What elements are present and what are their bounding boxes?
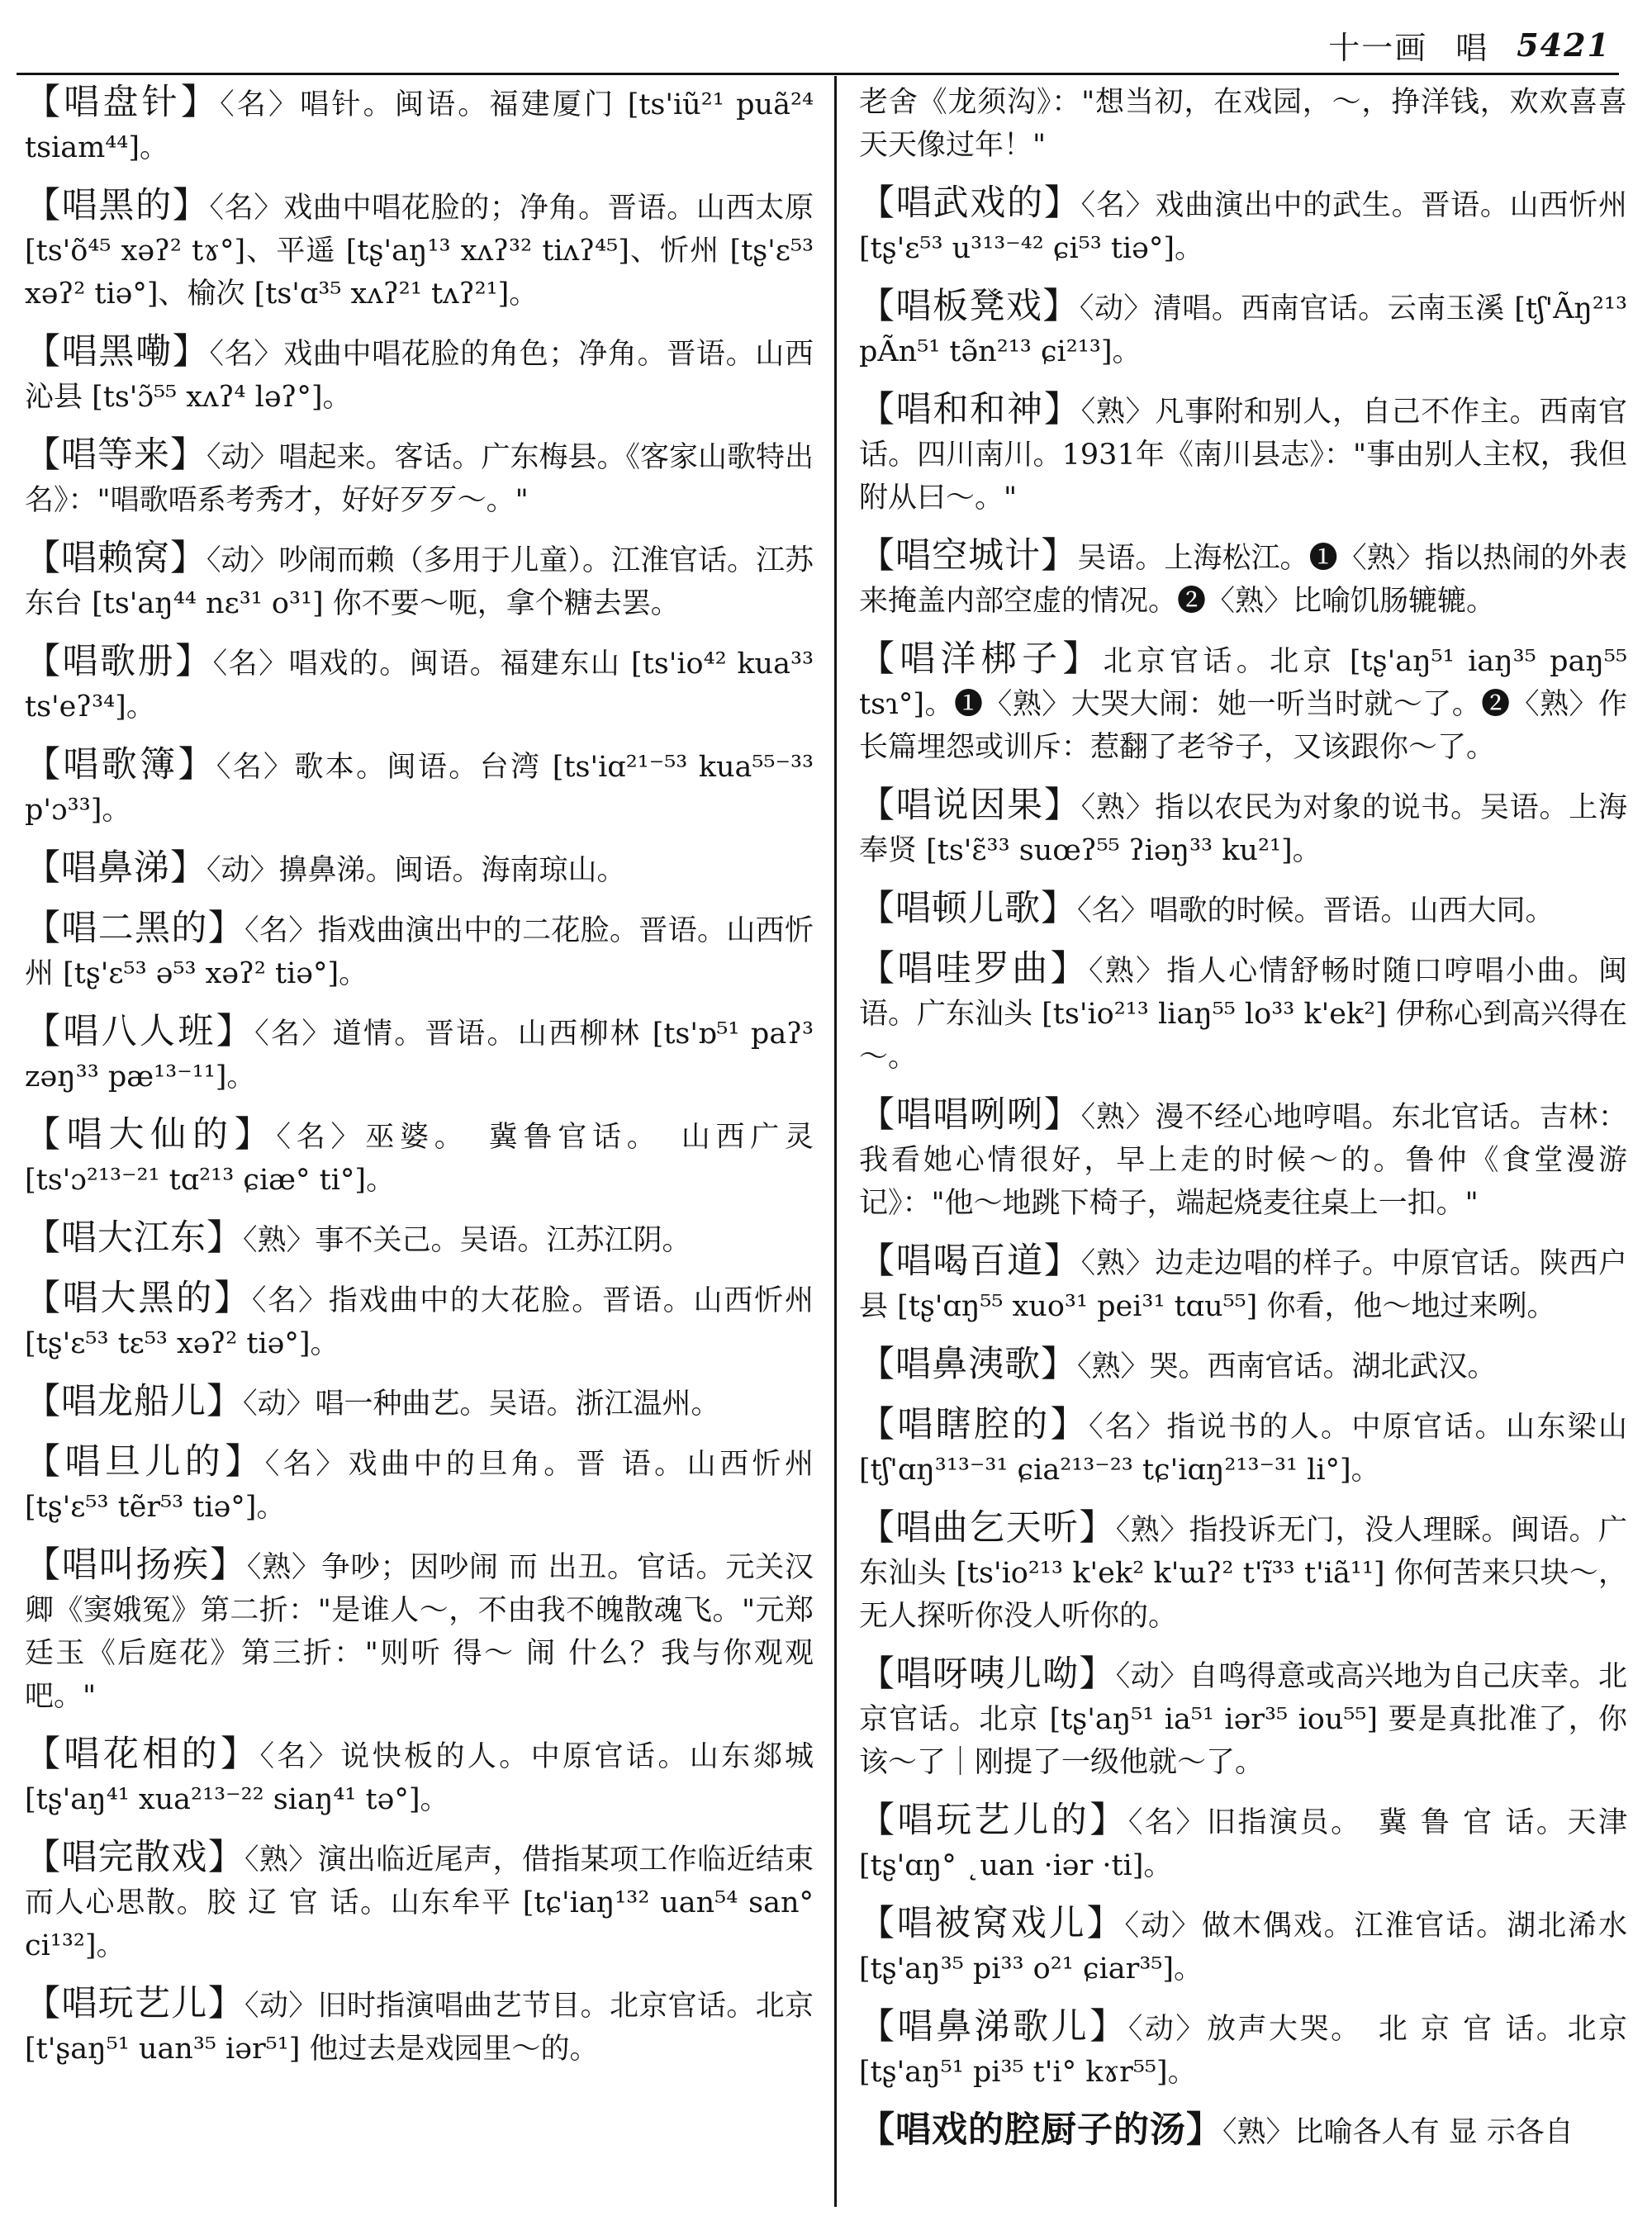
entry-headword: 【唱呀咦儿呦】 [859, 1654, 1116, 1695]
dictionary-entry [25, 1544, 814, 1718]
entry-headword: 【唱叫扬疾】 [25, 1544, 247, 1586]
entry-headword: 【唱等来】 [25, 434, 206, 476]
entry-headword: 【唱说因果】 [859, 785, 1081, 826]
entry-definition: 〈名〉戏曲中唱花脸的角色；净角。晋语。山西沁县 [ts'ɔ̃⁵⁵ xʌʔ⁴ ləʔ°]。 [25, 338, 814, 414]
entry-headword: 【唱旦儿的】 [25, 1441, 265, 1483]
entry-definition: 〈动〉自鸣得意或高兴地为自己庆幸。北京官话。北京 [tʂ'aŋ⁵¹ ia⁵¹ iər³⁵ iou⁵⁵] 要是真批准了，你该～了｜刚提了一级他就～了。 [859, 1660, 1627, 1779]
entry-headword: 【唱鼻涕】 [25, 847, 206, 889]
entry-definition: 〈熟〉哭。西南官话。湖北武汉。 [1077, 1350, 1497, 1383]
entry-headword: 【唱黑嘞】 [25, 331, 210, 372]
stroke-section: 十一画 [1328, 29, 1428, 66]
entry-headword: 【唱八人班】 [25, 1011, 255, 1052]
entry-definition: 〈熟〉边走边唱的样子。中原官话。陕西户县 [tʂ'ɑŋ⁵⁵ xuo³¹ pei³¹ tɑu⁵⁵] 你看，他～地过来咧。 [859, 1247, 1627, 1323]
column-divider [834, 76, 837, 2207]
entry-definition: 〈熟〉演出临近尾声，借指某项工作临近结束而人心思散。胶 辽 官 话。山东牟平 [tɕ'iaŋ¹³² uan⁵⁴ san° ci¹³²]。 [25, 1843, 814, 1962]
entry-headword: 【唱龙船儿】 [25, 1381, 243, 1422]
entry-headword: 【唱鼻涕歌儿】 [859, 2006, 1128, 2047]
dictionary-entry [25, 907, 814, 995]
dictionary-entry [859, 1799, 1627, 1887]
entry-headword: 【唱被窝戏儿】 [859, 1903, 1125, 1944]
dictionary-entry [25, 847, 814, 892]
entry-definition: 〈名〉旧指演员。 冀 鲁 官 话。天津 [tʂ'ɑŋ° ˛uan ·iər ·ti]。 [859, 1806, 1627, 1882]
entry-definition: 〈动〉唱一种曲艺。吴语。浙江温州。 [243, 1388, 720, 1421]
entry-headword: 【唱歌册】 [25, 641, 213, 682]
dictionary-entry [859, 2005, 1627, 2094]
header-rule [17, 73, 1619, 75]
dictionary-entry [25, 1733, 814, 1821]
entry-headword: 【唱和和神】 [859, 389, 1081, 430]
entry-headword: 【唱歌簿】 [25, 744, 216, 785]
dictionary-entry [859, 1902, 1627, 1990]
entry-headword: 【唱花相的】 [25, 1734, 260, 1775]
dictionary-entry [859, 1506, 1627, 1638]
dictionary-entry [859, 947, 1627, 1079]
dictionary-entry [859, 1343, 1627, 1388]
dictionary-entry [859, 285, 1627, 373]
entry-definition: 北京官话。北京 [tʂ'aŋ⁵¹ iaŋ³⁵ paŋ⁵⁵ tsɿ°]。❶〈熟〉大哭大闹：她一听当时就～了。❷〈熟〉作长篇埋怨或训斥：惹翻了老爷子，又该跟你～了。 [859, 645, 1627, 764]
dictionary-entry [25, 330, 814, 419]
entry-headword: 【唱曲乞天听】 [859, 1507, 1116, 1549]
dictionary-entry [25, 1380, 814, 1426]
entry-definition: 吴语。上海松江。❶〈熟〉指以热闹的外表来掩盖内部空虚的情况。❷〈熟〉比喻饥肠辘辘。 [859, 542, 1627, 618]
entry-headword: 【唱板凳戏】 [859, 286, 1080, 327]
entry-headword: 【唱黑的】 [25, 185, 210, 226]
dictionary-entry [25, 1982, 814, 2071]
entry-definition: 〈熟〉指人心情舒畅时随口哼唱小曲。闽语。广东汕头 [ts'io²¹³ liaŋ⁵⁵ lo³³ k'ek²] 伊称心到高兴得在～。 [859, 955, 1627, 1074]
entry-definition: 〈名〉指说书的人。中原官话。山东梁山 [tʃ'ɑŋ³¹³⁻³¹ ɕia²¹³⁻²³ tɕ'iɑŋ²¹³⁻³¹ li°]。 [859, 1411, 1627, 1487]
entry-definition: 〈名〉指戏曲演出中的二花脸。晋语。山西忻州 [tʂ'ɛ⁵³ ə⁵³ xəʔ² tiə°]。 [25, 914, 814, 990]
entry-definition: 老舍《龙须沟》："想当初，在戏园，～，挣洋钱，欢欢喜喜天天像过年！" [859, 86, 1627, 162]
entry-definition: 〈名〉歌本。闽语。台湾 [ts'iɑ²¹⁻⁵³ kua⁵⁵⁻³³ p'ɔ³³]。 [25, 751, 814, 827]
entry-definition: 〈熟〉争吵；因吵闹 而 出丑。官话。元关汉卿《窦娥冤》第二折："是谁人～，不由我不魄散魂飞。"元郑廷玉《后庭花》第三折："则听 得～ 闹 什么？我与你观观吧。" [25, 1551, 814, 1713]
dictionary-entry [25, 743, 814, 832]
dictionary-entry [859, 638, 1627, 769]
right-column [859, 81, 1627, 2220]
entry-headword: 【唱大江东】 [25, 1217, 243, 1259]
left-column [25, 81, 814, 2220]
dictionary-entry [25, 537, 814, 625]
dictionary-entry [25, 1113, 814, 1202]
entry-headword: 【唱哇罗曲】 [859, 948, 1089, 989]
entry-headword: 【唱二黑的】 [25, 908, 245, 949]
dictionary-entry [859, 81, 1627, 167]
head-character: 唱 [1455, 29, 1489, 66]
entry-headword: 【唱唱咧咧】 [859, 1094, 1081, 1136]
entry-definition: 〈动〉做木偶戏。江淮官话。湖北浠水 [tʂ'aŋ³⁵ pi³³ o²¹ ɕiar³⁵]。 [859, 1910, 1627, 1986]
dictionary-entry [859, 1403, 1627, 1492]
entry-headword: 【唱鼻洟歌】 [859, 1344, 1077, 1385]
entry-headword: 【唱武戏的】 [859, 183, 1081, 224]
dictionary-entry [859, 1240, 1627, 1328]
entry-definition: 〈熟〉凡事附和别人，自己不作主。西南官话。四川南川。1931年《南川县志》："事由别人主权，我但附从曰～。" [859, 396, 1627, 515]
dictionary-entry [859, 784, 1627, 872]
entry-definition: 〈动〉吵闹而赖（多用于儿童）。江淮官话。江苏东台 [ts'aŋ⁴⁴ nɛ³¹ o³¹] 你不要～呃，拿个糖去罢。 [25, 544, 814, 620]
dictionary-entry [25, 81, 814, 169]
entry-definition: 〈动〉清唱。西南官话。云南玉溪 [tʃ'Ãŋ²¹³ pÃn⁵¹ tə̃n²¹³ ɕi²¹³]。 [859, 292, 1627, 368]
entry-definition: 〈动〉旧时指演唱曲艺节目。北京官话。北京 [t'ʂaŋ⁵¹ uan³⁵ iər⁵¹] 他过去是戏园里～的。 [25, 1990, 814, 2066]
entry-definition: 〈熟〉指以农民为对象的说书。吴语。上海奉贤 [ts'ɛ̃³³ suœʔ⁵⁵ ʔiəŋ³³ ku²¹]。 [859, 791, 1627, 867]
dictionary-entry [25, 434, 814, 522]
entry-definition: 〈名〉唱戏的。闽语。福建东山 [ts'io⁴² kua³³ ts'eʔ³⁴]。 [25, 648, 814, 724]
entry-definition: 〈名〉戏曲中唱花脸的；净角。晋语。山西太原 [ts'õ⁴⁵ xəʔ² tɤ°]、平遥 [tʂ'aŋ¹³ xʌʔ³² tiʌʔ⁴⁵]、忻州 [tʂ'ɛ⁵³ xəʔ² tiə°]、榆次 [ts'ɑ³⁵ xʌʔ²¹ tʌʔ²¹]。 [25, 192, 814, 311]
entry-definition: 〈名〉指戏曲中的大花脸。晋语。山西忻州 [tʂ'ɛ⁵³ tɛ⁵³ xəʔ² tiə°]。 [25, 1284, 814, 1360]
entry-definition: 〈名〉戏曲演出中的武生。晋语。山西忻州 [tʂ'ɛ⁵³ u³¹³⁻⁴² ɕi⁵³ tiə°]。 [859, 189, 1627, 265]
dictionary-entry [25, 1217, 814, 1262]
entry-definition: 〈名〉唱针。闽语。福建厦门 [ts'iũ²¹ puã²⁴ tsiam⁴⁴]。 [25, 88, 814, 164]
page-header [1289, 21, 1611, 68]
entry-headword: 【唱瞎腔的】 [859, 1404, 1089, 1445]
dictionary-entry [25, 1277, 814, 1365]
entry-definition: 〈名〉戏曲中的旦角。晋 语。山西忻州 [tʂ'ɛ⁵³ tẽr⁵³ tiə°]。 [25, 1448, 814, 1524]
entry-headword: 【唱洋梆子】 [859, 638, 1104, 680]
entry-definition: 〈名〉巫婆。 冀鲁官话。 山西广灵 [ts'ɔ²¹³⁻²¹ tɑ²¹³ ɕiæ° ti°]。 [25, 1121, 814, 1197]
dictionary-entry [25, 1836, 814, 1967]
dictionary-entry [25, 184, 814, 316]
entry-definition: 〈名〉道情。晋语。山西柳林 [ts'ɒ⁵¹ paʔ³ zəŋ³³ pæ¹³⁻¹¹]。 [25, 1018, 814, 1094]
entry-headword: 【唱大仙的】 [25, 1114, 277, 1155]
dictionary-entry [859, 1094, 1627, 1225]
entry-definition: 〈熟〉比喻各人有 显 示各自 [1222, 2116, 1574, 2149]
entry-definition: 〈熟〉事不关己。吴语。江苏江阴。 [243, 1224, 691, 1257]
entry-headword: 【唱戏的腔厨子的汤】 [859, 2109, 1222, 2151]
entry-headword: 【唱顿儿歌】 [859, 888, 1077, 929]
entry-definition: 〈动〉擤鼻涕。闽语。海南琼山。 [206, 854, 626, 887]
dictionary-entry [859, 2109, 1627, 2154]
dictionary-entry [859, 388, 1627, 520]
entry-definition: 〈动〉唱起来。客话。广东梅县。《客家山歌特出名》："唱歌唔系考秀才，好好歹歹～。" [25, 441, 814, 517]
dictionary-entry [25, 1440, 814, 1529]
entry-headword: 【唱玩艺儿的】 [859, 1800, 1128, 1841]
dictionary-entry [25, 640, 814, 728]
dictionary-entry [859, 887, 1627, 932]
entry-definition: 〈熟〉指投诉无门，没人理睬。闽语。广东汕头 [ts'io²¹³ k'ek² k'ɯʔ² t'ĩ³³ t'iã¹¹] 你何苦来只块～，无人探听你没人听你的。 [859, 1514, 1627, 1633]
dictionary-entry [859, 1653, 1627, 1784]
entry-headword: 【唱喝百道】 [859, 1241, 1081, 1282]
entry-definition: 〈名〉唱歌的时候。晋语。山西大同。 [1077, 894, 1555, 928]
entry-headword: 【唱完散戏】 [25, 1837, 245, 1878]
dictionary-entry [859, 182, 1627, 270]
dictionary-entry [859, 534, 1627, 623]
entry-headword: 【唱空城计】 [859, 535, 1078, 576]
entry-headword: 【唱大黑的】 [25, 1278, 252, 1319]
entry-definition: 〈名〉说快板的人。中原官话。山东郯城 [tʂ'aŋ⁴¹ xua²¹³⁻²² siaŋ⁴¹ tə°]。 [25, 1740, 814, 1816]
entry-definition: 〈动〉放声大哭。 北 京 官 话。北京 [tʂ'aŋ⁵¹ pi³⁵ t'i° kɤr⁵⁵]。 [859, 2013, 1627, 2089]
dictionary-entry [25, 1010, 814, 1098]
entry-headword: 【唱玩艺儿】 [25, 1983, 245, 2024]
entry-definition: 〈熟〉漫不经心地哼唱。东北官话。吉林：我看她心情很好，早上走的时候～的。鲁仲《食堂漫游记》："他～地跳下椅子，端起烧麦往桌上一扣。" [859, 1101, 1627, 1220]
page-number: 5421 [1517, 26, 1611, 64]
entry-headword: 【唱盘针】 [25, 82, 221, 123]
entry-headword: 【唱赖窝】 [25, 538, 206, 579]
